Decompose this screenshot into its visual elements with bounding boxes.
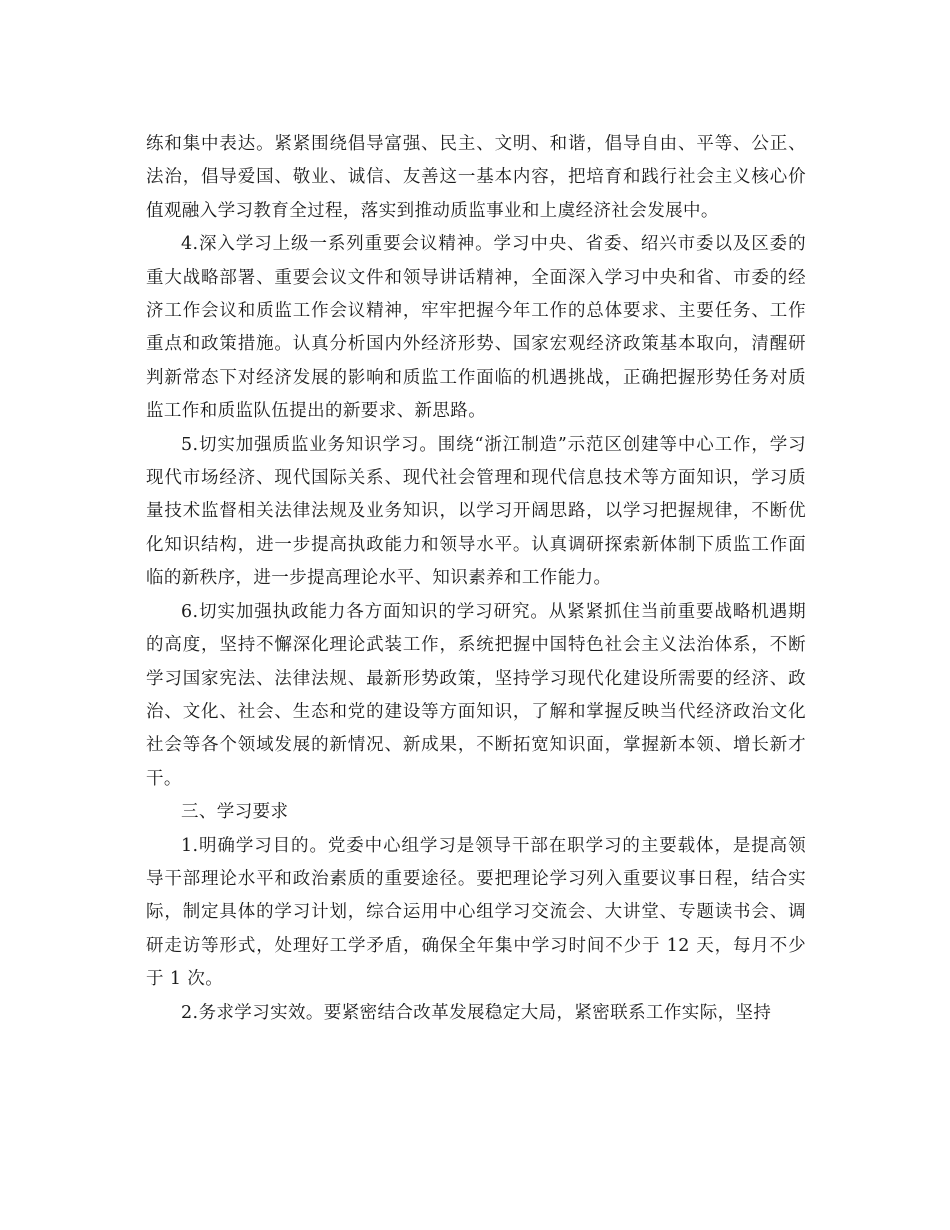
paragraph-requirement-1: 1.明确学习目的。党委中心组学习是领导干部在职学习的主要载体，是提高领导干部理论水平和政治素质的重要途径。要把理论学习列入重要议事日程，结合实际，制定具体的学习计划，综合运用中心组学习交流会、大讲堂、专题读书会、调研走访等形式，处理好工学矛盾，确保全年集中学习时间不少于 12 天，每月不少于 1 次。 bbox=[146, 835, 806, 990]
paragraph-item-4: 4.深入学习上级一系列重要会议精神。学习中央、省委、绍兴市委以及区委的重大战略部署、重要会议文件和领导讲话精神，全面深入学习中央和省、市委的经济工作会议和质监工作会议精神，牢牢把握今年工作的总体要求、主要任务、工作重点和政策措施。认真分析国内外经济形势、国家宏观经济政策基本取向，清醒研判新常态下对经济发展的影响和质监工作面临的机遇挑战，正确把握形势任务对质监工作和质监队伍提出的新要求、新思路。 bbox=[146, 234, 806, 422]
document-body bbox=[146, 128, 806, 1030]
section-heading-requirements: 三、学习要求 bbox=[181, 802, 289, 823]
paragraph-continuation: 练和集中表达。紧紧围绕倡导富强、民主、文明、和谐，倡导自由、平等、公正、法治，倡导爱国、敬业、诚信、友善这一基本内容，把培育和践行社会主义核心价值观融入学习教育全过程，落实到推动质监事业和上虞经济社会发展中。 bbox=[146, 134, 806, 221]
paragraph-requirement-2: 2.务求学习实效。要紧密结合改革发展稳定大局，紧密联系工作实际，坚持 bbox=[181, 1002, 772, 1023]
paragraph-item-5: 5.切实加强质监业务知识学习。围绕“浙江制造”示范区创建等中心工作，学习现代市场经济、现代国际关系、现代社会管理和现代信息技术等方面知识，学习质量技术监督相关法律法规及业务知识，以学习开阔思路，以学习把握规律，不断优化知识结构，进一步提高执政能力和领导水平。认真调研探索新体制下质监工作面临的新秩序，进一步提高理论水平、知识素养和工作能力。 bbox=[146, 434, 806, 589]
paragraph-item-6: 6.切实加强执政能力各方面知识的学习研究。从紧紧抓住当前重要战略机遇期的高度，坚持不懈深化理论武装工作，系统把握中国特色社会主义法治体系，不断学习国家宪法、法律法规、最新形势政策，坚持学习现代化建设所需要的经济、政治、文化、社会、生态和党的建设等方面知识，了解和掌握反映当代经济政治文化社会等各个领域发展的新情况、新成果，不断拓宽知识面，掌握新本领、增长新才干。 bbox=[146, 601, 806, 789]
